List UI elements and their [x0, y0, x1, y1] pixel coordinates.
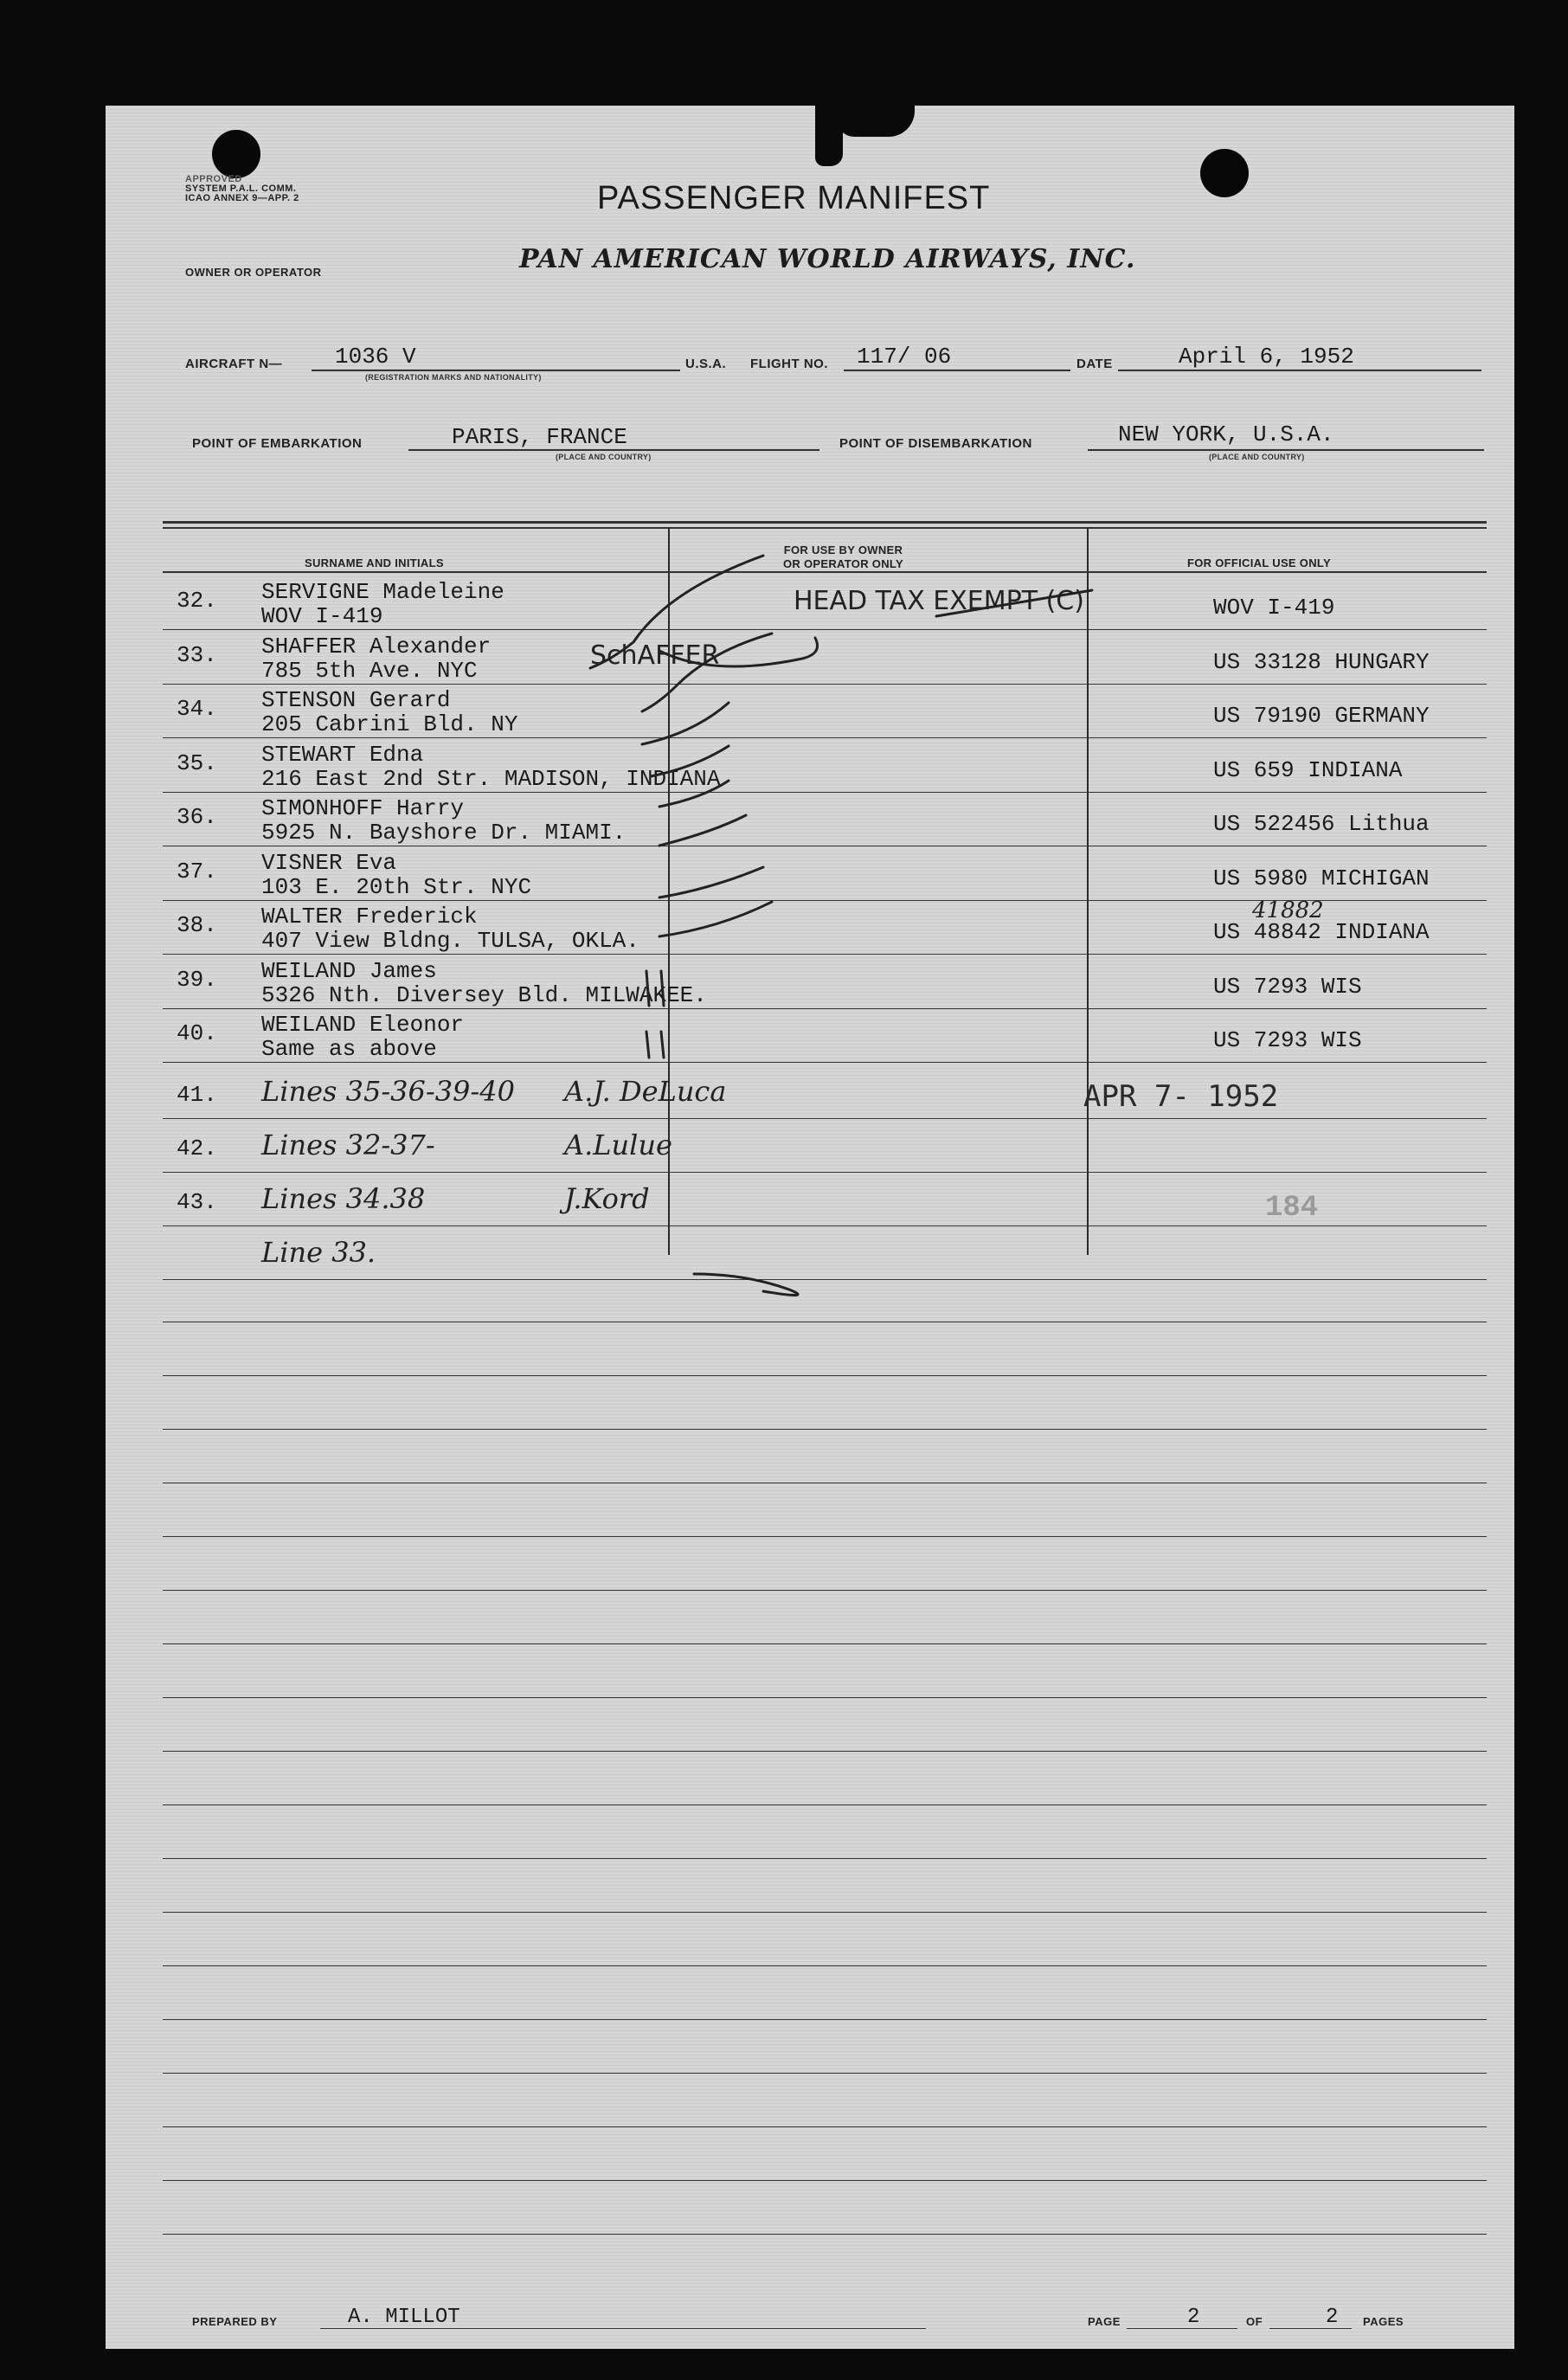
flight-label: FLIGHT NO.	[750, 357, 828, 371]
row-number: 32.	[177, 588, 217, 614]
owner-use-column-header: FOR USE BY OWNER OR OPERATOR ONLY	[783, 544, 903, 570]
official-use-entry: WOV I-419	[1213, 595, 1335, 621]
official-use-entry: US 48842 INDIANA	[1213, 919, 1430, 945]
passenger-address: 216 East 2nd Str. MADISON, INDIANA	[261, 766, 721, 792]
blank-rule	[163, 2073, 1487, 2074]
checkmark	[590, 556, 763, 668]
row-number: 43.	[177, 1189, 217, 1215]
faint-stamp-number: 184	[1265, 1192, 1319, 1225]
received-date-stamp: APR 7- 1952	[1083, 1079, 1279, 1114]
handwritten-signature: J.Kord	[564, 1182, 650, 1215]
row-number: 36.	[177, 804, 217, 830]
blank-rule	[163, 1751, 1487, 1752]
row-number: 34.	[177, 696, 217, 722]
usa-label: U.S.A.	[685, 357, 727, 371]
handwritten-signature: A.J. DeLuca	[564, 1075, 727, 1108]
passenger-address: 785 5th Ave. NYC	[261, 658, 478, 684]
row-number: 35.	[177, 750, 217, 776]
owner-label: OWNER OR OPERATOR	[185, 266, 322, 279]
blank-rule	[163, 1643, 1487, 1644]
form-title: PASSENGER MANIFEST	[597, 180, 991, 216]
checkmark	[659, 902, 772, 936]
prepared-value: A. MILLOT	[348, 2306, 460, 2329]
passenger-name: WALTER Frederick	[261, 904, 478, 929]
passenger-name: WEILAND James	[261, 958, 437, 984]
aircraft-sublabel: (REGISTRATION MARKS AND NATIONALITY)	[365, 373, 542, 382]
row-number: 38.	[177, 912, 217, 938]
walter-correction: 41882	[1252, 897, 1324, 923]
of-underline	[1269, 2328, 1352, 2329]
blank-rule	[163, 2019, 1487, 2020]
approval-line: APPROVED	[185, 174, 242, 184]
passenger-address: 5326 Nth. Diversey Bld. MILWAKEE.	[261, 982, 707, 1008]
passenger-address: 407 View Bldng. TULSA, OKLA.	[261, 928, 639, 954]
row-number: 33.	[177, 642, 217, 668]
schaffer-correction: SchAFFER	[590, 640, 720, 671]
official-use-entry: US 522456 Lithua	[1213, 811, 1430, 837]
flight-value: 117/ 06	[857, 344, 952, 370]
official-use-entry: US 659 INDIANA	[1213, 757, 1403, 783]
passenger-name: SIMONHOFF Harry	[261, 795, 465, 821]
passenger-name: STEWART Edna	[261, 742, 424, 768]
approval-line: ICAO ANNEX 9—APP. 2	[185, 193, 299, 203]
pages-label: PAGES	[1363, 2315, 1404, 2328]
passenger-address: 5925 N. Bayshore Dr. MIAMI.	[261, 820, 627, 846]
passenger-name: STENSON Gerard	[261, 687, 451, 713]
blank-rule	[163, 2234, 1487, 2235]
pen-marks	[106, 106, 1514, 1404]
aircraft-label: AIRCRAFT N—	[185, 357, 283, 371]
disembark-label: POINT OF DISEMBARKATION	[839, 436, 1032, 451]
blank-rule	[163, 1429, 1487, 1430]
tick	[646, 1032, 664, 1058]
official-use-column-header: FOR OFFICIAL USE ONLY	[1187, 556, 1331, 569]
manifest-sheet	[106, 106, 1514, 2349]
blank-rule	[163, 2126, 1487, 2127]
handwritten-signature: A.Lulue	[564, 1129, 672, 1161]
embark-sublabel: (PLACE AND COUNTRY)	[556, 453, 652, 461]
disembark-sublabel: (PLACE AND COUNTRY)	[1209, 453, 1305, 461]
row-number: 40.	[177, 1020, 217, 1046]
row-number: 39.	[177, 967, 217, 993]
blank-rule	[163, 1590, 1487, 1591]
head-tax-note: HEAD TAX EXEMPT (C)	[794, 586, 1084, 616]
row-number: 42.	[177, 1135, 217, 1161]
blank-rule	[163, 1697, 1487, 1698]
approval-line: SYSTEM P.A.L. COMM.	[185, 183, 297, 194]
passenger-name: SERVIGNE Madeleine	[261, 579, 504, 605]
blank-rule	[163, 1912, 1487, 1913]
official-use-entry: US 33128 HUNGARY	[1213, 649, 1430, 675]
checkmark	[642, 634, 772, 711]
signature-flourish	[694, 1274, 798, 1296]
date-value: April 6, 1952	[1179, 344, 1354, 370]
passenger-address: Same as above	[261, 1036, 437, 1062]
prepared-label: PREPARED BY	[192, 2315, 278, 2328]
aircraft-value: 1036 V	[335, 344, 416, 370]
blank-rule	[163, 1536, 1487, 1537]
page-label: PAGE	[1088, 2315, 1121, 2328]
official-use-entry: US 7293 WIS	[1213, 1027, 1362, 1053]
passenger-name: WEILAND Eleonor	[261, 1012, 465, 1038]
embark-value: PARIS, FRANCE	[452, 424, 627, 450]
surname-column-header: SURNAME AND INITIALS	[305, 556, 444, 569]
official-use-entry: US 79190 GERMANY	[1213, 703, 1430, 729]
checkmark	[659, 867, 763, 897]
page-value: 2	[1187, 2306, 1200, 2329]
embark-label: POINT OF EMBARKATION	[192, 436, 363, 451]
page-underline	[1127, 2328, 1237, 2329]
blank-rule	[163, 1804, 1487, 1805]
tick	[646, 971, 664, 1006]
passenger-address: 205 Cabrini Bld. NY	[261, 711, 518, 737]
row-number: 41.	[177, 1082, 217, 1108]
handwritten-note: Lines 32-37-	[261, 1129, 435, 1161]
checkmark	[651, 746, 729, 776]
row-number: 37.	[177, 859, 217, 884]
blank-rule	[163, 1965, 1487, 1966]
checkmark	[659, 815, 746, 846]
of-value: 2	[1326, 2306, 1339, 2329]
official-use-entry: US 7293 WIS	[1213, 974, 1362, 1000]
handwritten-note: Line 33.	[261, 1236, 376, 1269]
blank-rule	[163, 1858, 1487, 1859]
official-use-entry: US 5980 MICHIGAN	[1213, 865, 1430, 891]
date-label: DATE	[1076, 357, 1113, 371]
passenger-address: WOV I-419	[261, 603, 383, 629]
passenger-name: SHAFFER Alexander	[261, 634, 492, 659]
passenger-address: 103 E. 20th Str. NYC	[261, 874, 532, 900]
blank-rule	[163, 2180, 1487, 2181]
checkmark	[936, 590, 1092, 616]
operator-name: PAN AMERICAN WORLD AIRWAYS, INC.	[519, 244, 1136, 274]
handwritten-note: Lines 34.38	[261, 1182, 426, 1215]
checkmark	[659, 638, 818, 666]
disembark-value: NEW YORK, U.S.A.	[1118, 421, 1334, 447]
handwritten-note: Lines 35-36-39-40	[261, 1075, 515, 1108]
passenger-name: VISNER Eva	[261, 850, 397, 876]
checkmark	[659, 781, 729, 807]
checkmark	[642, 703, 729, 744]
of-label: OF	[1246, 2315, 1263, 2328]
